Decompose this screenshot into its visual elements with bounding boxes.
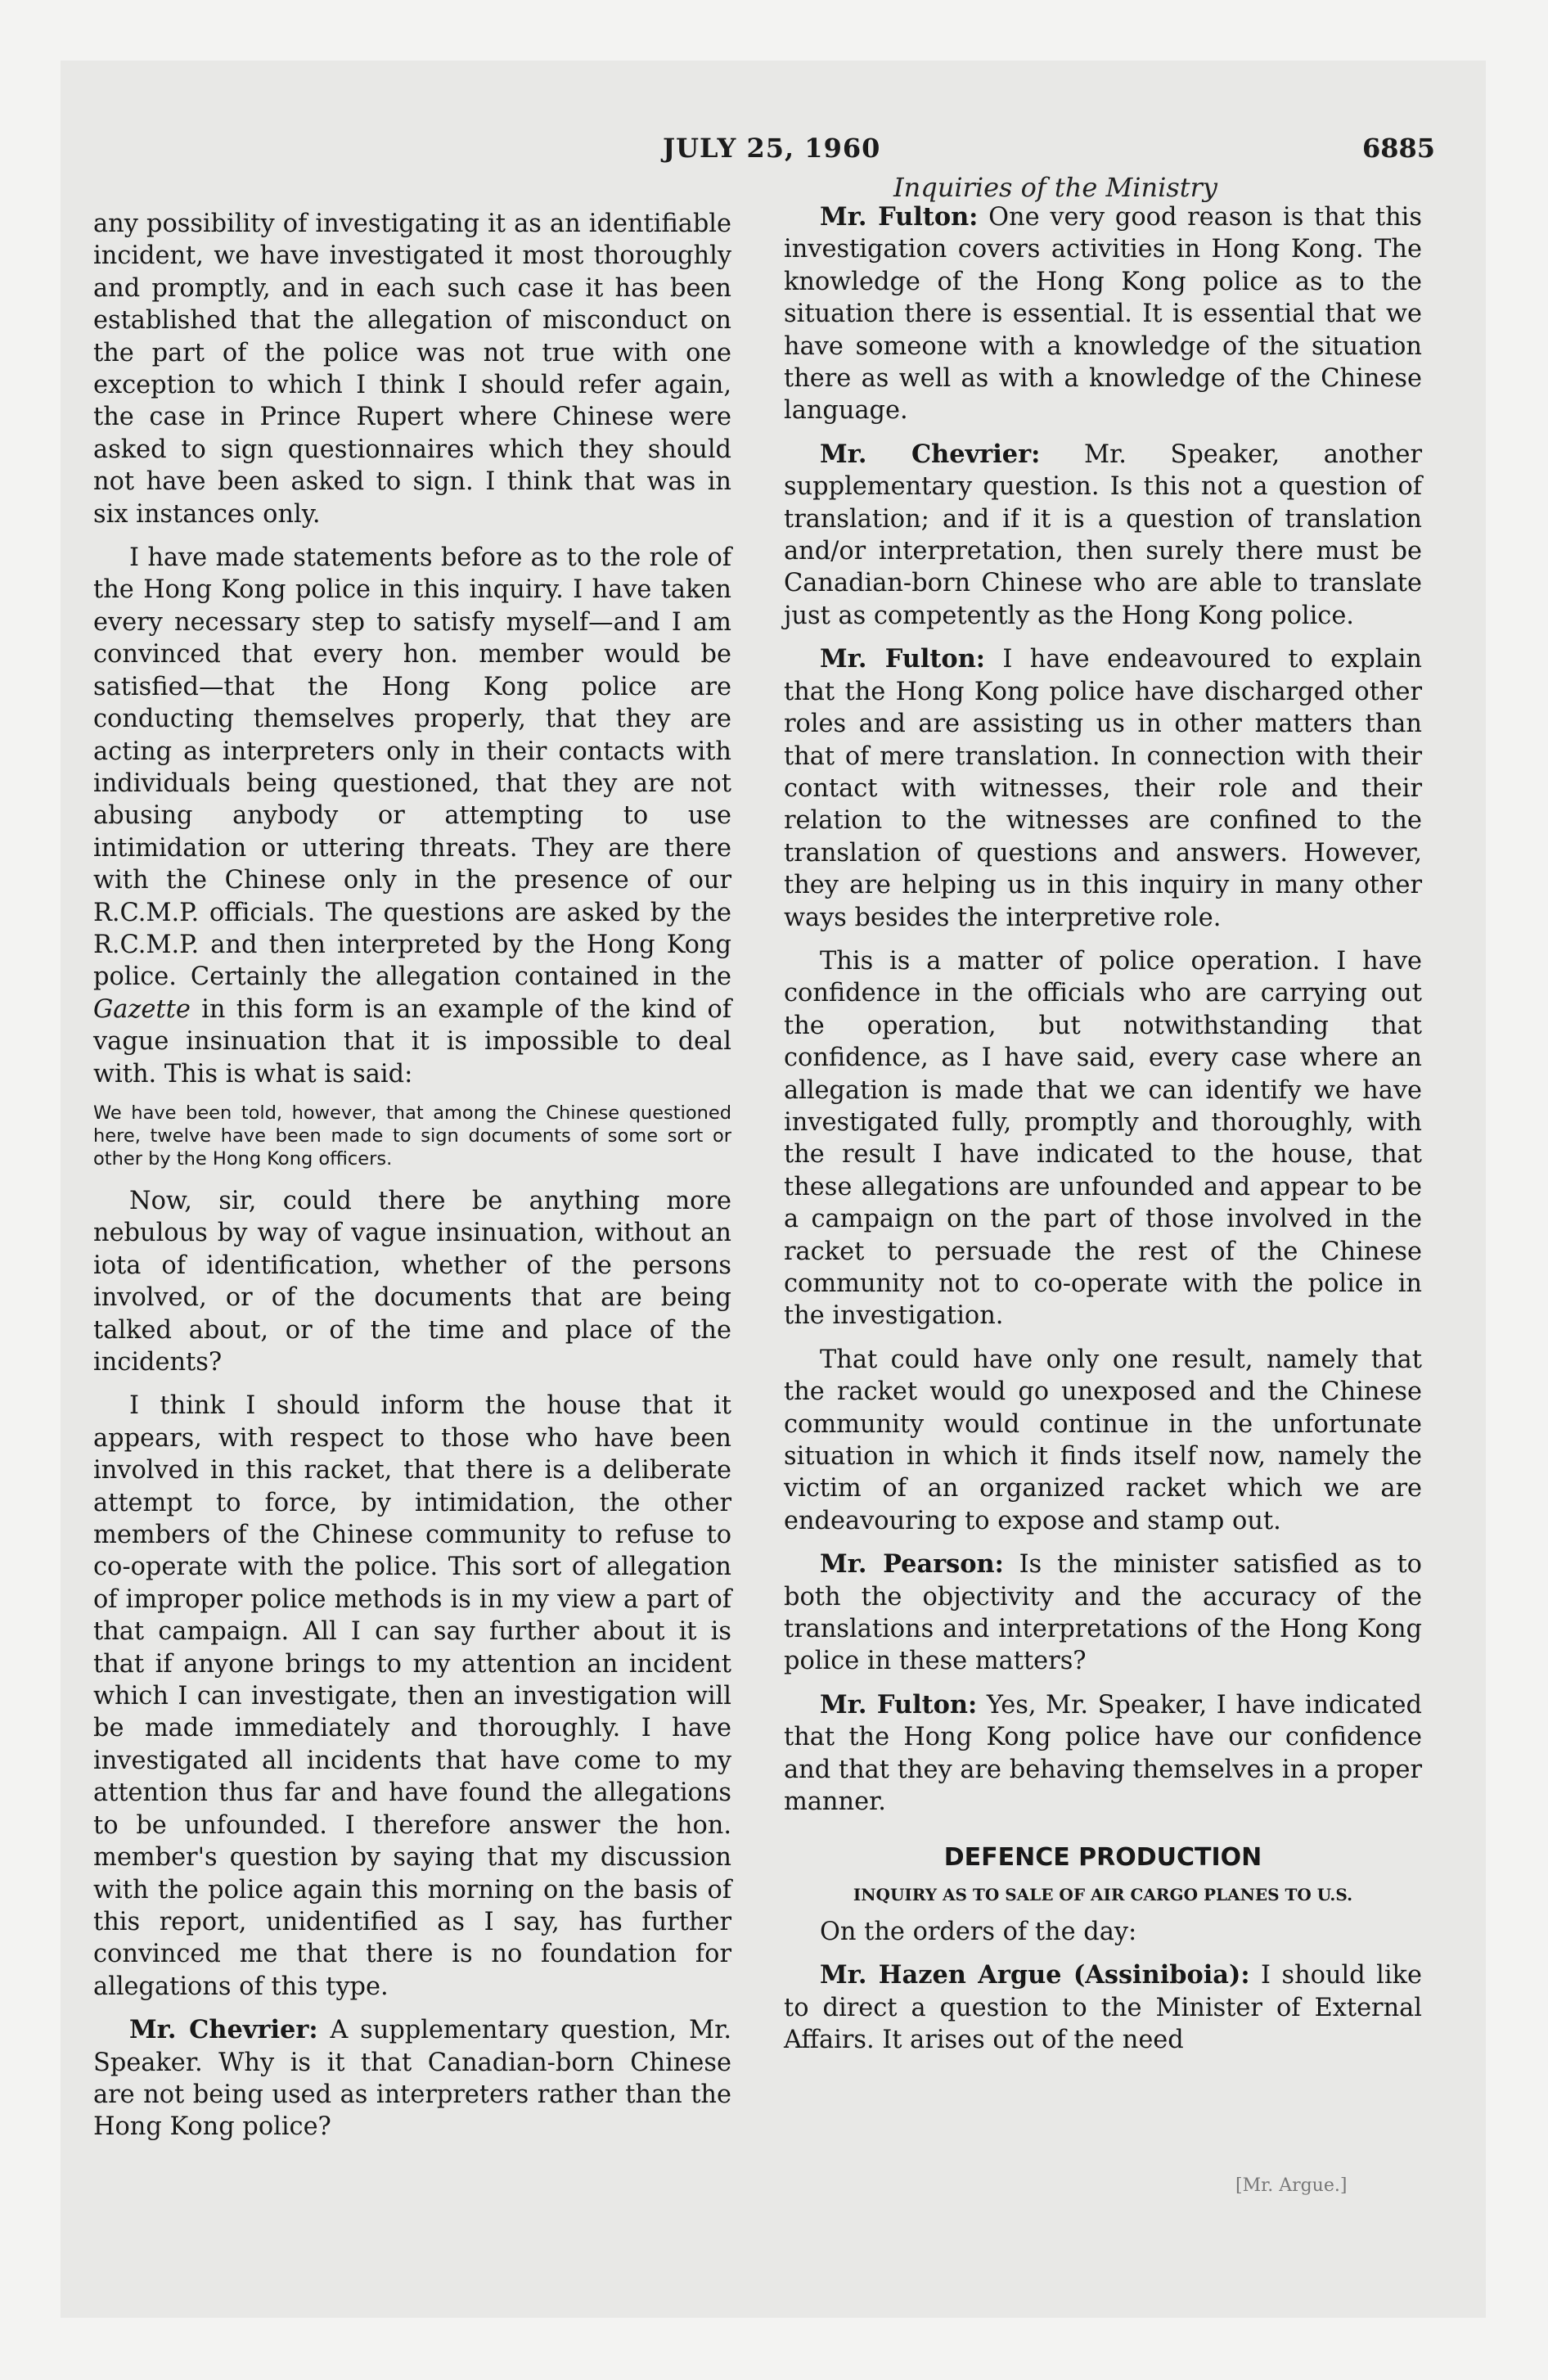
paragraph: [784, 439, 1422, 632]
footer-reference: [Mr. Argue.]: [1235, 2175, 1348, 2196]
page-number: 6885: [1361, 133, 1435, 164]
speaker-name: Mr. Fulton:: [820, 202, 979, 232]
paragraph: [784, 1689, 1422, 1819]
paragraph-text: Mr. Speaker, another supplementary question. Is this not a question of translation; and if it is a question of translation and/or interpretation, then surely there must be Canadian-born Chinese who are able to translate just as competently as the Hong Kong police.: [784, 439, 1423, 630]
speaker-name: Mr. Chevrier:: [129, 2015, 318, 2045]
paragraph-text: I should like to direct a question to the Minister of External Affairs. It arises out of the need: [784, 1961, 1422, 2055]
header-date: JULY 25, 1960: [663, 133, 881, 164]
paragraph: [93, 542, 731, 1090]
section-heading: DEFENCE PRODUCTION: [943, 1842, 1262, 1872]
paragraph: [784, 1548, 1422, 1678]
paragraph-text: I have endeavoured to explain that the Hong Kong police have discharged other roles and are assisting us in other matters than that of mere translation. In connection with their contact with witnesses, their role and their relation to the witnesses are confined to the translation of questions and answers. However, they are helping us in this inquiry in many other ways besides the interpretive role.: [784, 645, 1422, 932]
paragraph-text: I have made statements before as to the role of the Hong Kong police in this inquiry. I have taken every necessary step to satisfy myself—and I am convinced that every hon. member would be satisfied—that the Hong Kong police are conducting themselves properly, that they are acting as interpreters only in their contacts with individuals being questioned, that they are not abusing anybody or attempting to use intimidation or uttering threats. They are there with the Chinese only in the presence of our R.C.M.P. officials. The questions are asked by the R.C.M.P. and then interpreted by the Hong Kong police. Certainly the allegation contained in the: [93, 543, 731, 992]
paragraph-text: Yes, Mr. Speaker, I have indicated that the Hong Kong police have our confidence and that they are behaving themselves in a proper manner.: [784, 1690, 1422, 1817]
section-title: Inquiries of the Ministry: [893, 172, 1217, 203]
paragraph-text: in this form is an example of the kind of vague insinuation that it is impossible to deal with. This is what is said:: [93, 994, 731, 1089]
speaker-name: Mr. Pearson:: [820, 1549, 1004, 1580]
paragraph-text: Is the minister satisfied as to both the objectivity and the accuracy of the translations and interpretations of the Hong Kong police in these matters?: [784, 1550, 1422, 1676]
paragraph: This is a matter of police operation. I have confidence in the officials who are carrying out the operation, but notwithstanding that confidence, as I have said, every case where an allegation is made that we can identify we have investigated fully, promptly and thoroughly, with the result I have indicated to the house, that these allegations are unfounded and appear to be a campaign on the part of those involved in the racket to persuade the rest of the Chinese community not to co-operate with the police in the investigation.: [784, 946, 1422, 1331]
speaker-name: Mr. Chevrier:: [820, 439, 1041, 469]
right-column: [784, 201, 1422, 2068]
paragraph: [93, 2014, 731, 2143]
paragraph: [784, 643, 1422, 934]
paragraph: That could have only one result, namely that the racket would go unexposed and the Chinese community would continue in the unfortunate situation in which it finds itself now, namely the victim of an organized racket which we are endeavouring to expose and stamp out.: [784, 1345, 1422, 1535]
speaker-name: Mr. Hazen Argue (Assiniboia):: [820, 1960, 1250, 1990]
paragraph: I think I should inform the house that it appears, with respect to those who have been involved in this racket, that there is a deliberate attempt to force, by intimidation, the other members of the Chinese community to refuse to co-operate with the police. This sort of allegation of improper police methods is in my view a part of that campaign. All I can say further about it is that if anyone brings to my attention an incident which I can investigate, then an investigation will be made immediately and thoroughly. I have investigated all incidents that have come to my attention thus far and have found the allegations to be unfounded. I therefore answer the hon. member's question by saying that my discussion with the police again this morning on the basis of this report, unidentified as I say, has further convinced me that there is no foundation for allegations of this type.: [93, 1391, 731, 2001]
paragraph: Now, sir, could there be anything more nebulous by way of vague insinuation, without an iota of identification, whether of the persons involved, or of the documents that are being talked about, or of the time and place of the incidents?: [93, 1186, 731, 1377]
speaker-name: Mr. Fulton:: [820, 644, 986, 674]
left-column: [93, 208, 731, 2155]
paragraph-text: A supplementary question, Mr. Speaker. Why is it that Canadian-born Chinese are not being used as interpreters rather than the Hong Kong police?: [93, 2016, 731, 2142]
publication-title: Gazette: [93, 994, 191, 1024]
paragraph: [784, 201, 1422, 427]
speaker-name: Mr. Fulton:: [820, 1689, 978, 1720]
page-header: [0, 133, 1548, 174]
paragraph: [784, 1959, 1422, 2056]
paragraph: On the orders of the day:: [820, 1917, 1137, 1946]
paragraph: any possibility of investigating it as an identifiable incident, we have investigated it most thoroughly and promptly, and in each such case it has been established that the allegation of misconduct on the part of the police was not true with one exception to which I think I should refer again, the case in Prince Rupert where Chinese were asked to sign questionnaires which they should not have been asked to sign. I think that was in six instances only.: [93, 210, 731, 529]
section-subheading: INQUIRY AS TO SALE OF AIR CARGO PLANES TO U.S.: [853, 1884, 1353, 1904]
paragraph-text: One very good reason is that this investigation covers activities in Hong Kong. The knowledge of the Hong Kong police as to the situation there is essential. It is essential that we have someone with a knowledge of the situation there as well as with a knowledge of the Chinese language.: [784, 203, 1422, 426]
block-quote: We have been told, however, that among the Chinese questioned here, twelve have been made to sign documents of some sort or other by the Hong Kong officers.: [93, 1102, 731, 1170]
